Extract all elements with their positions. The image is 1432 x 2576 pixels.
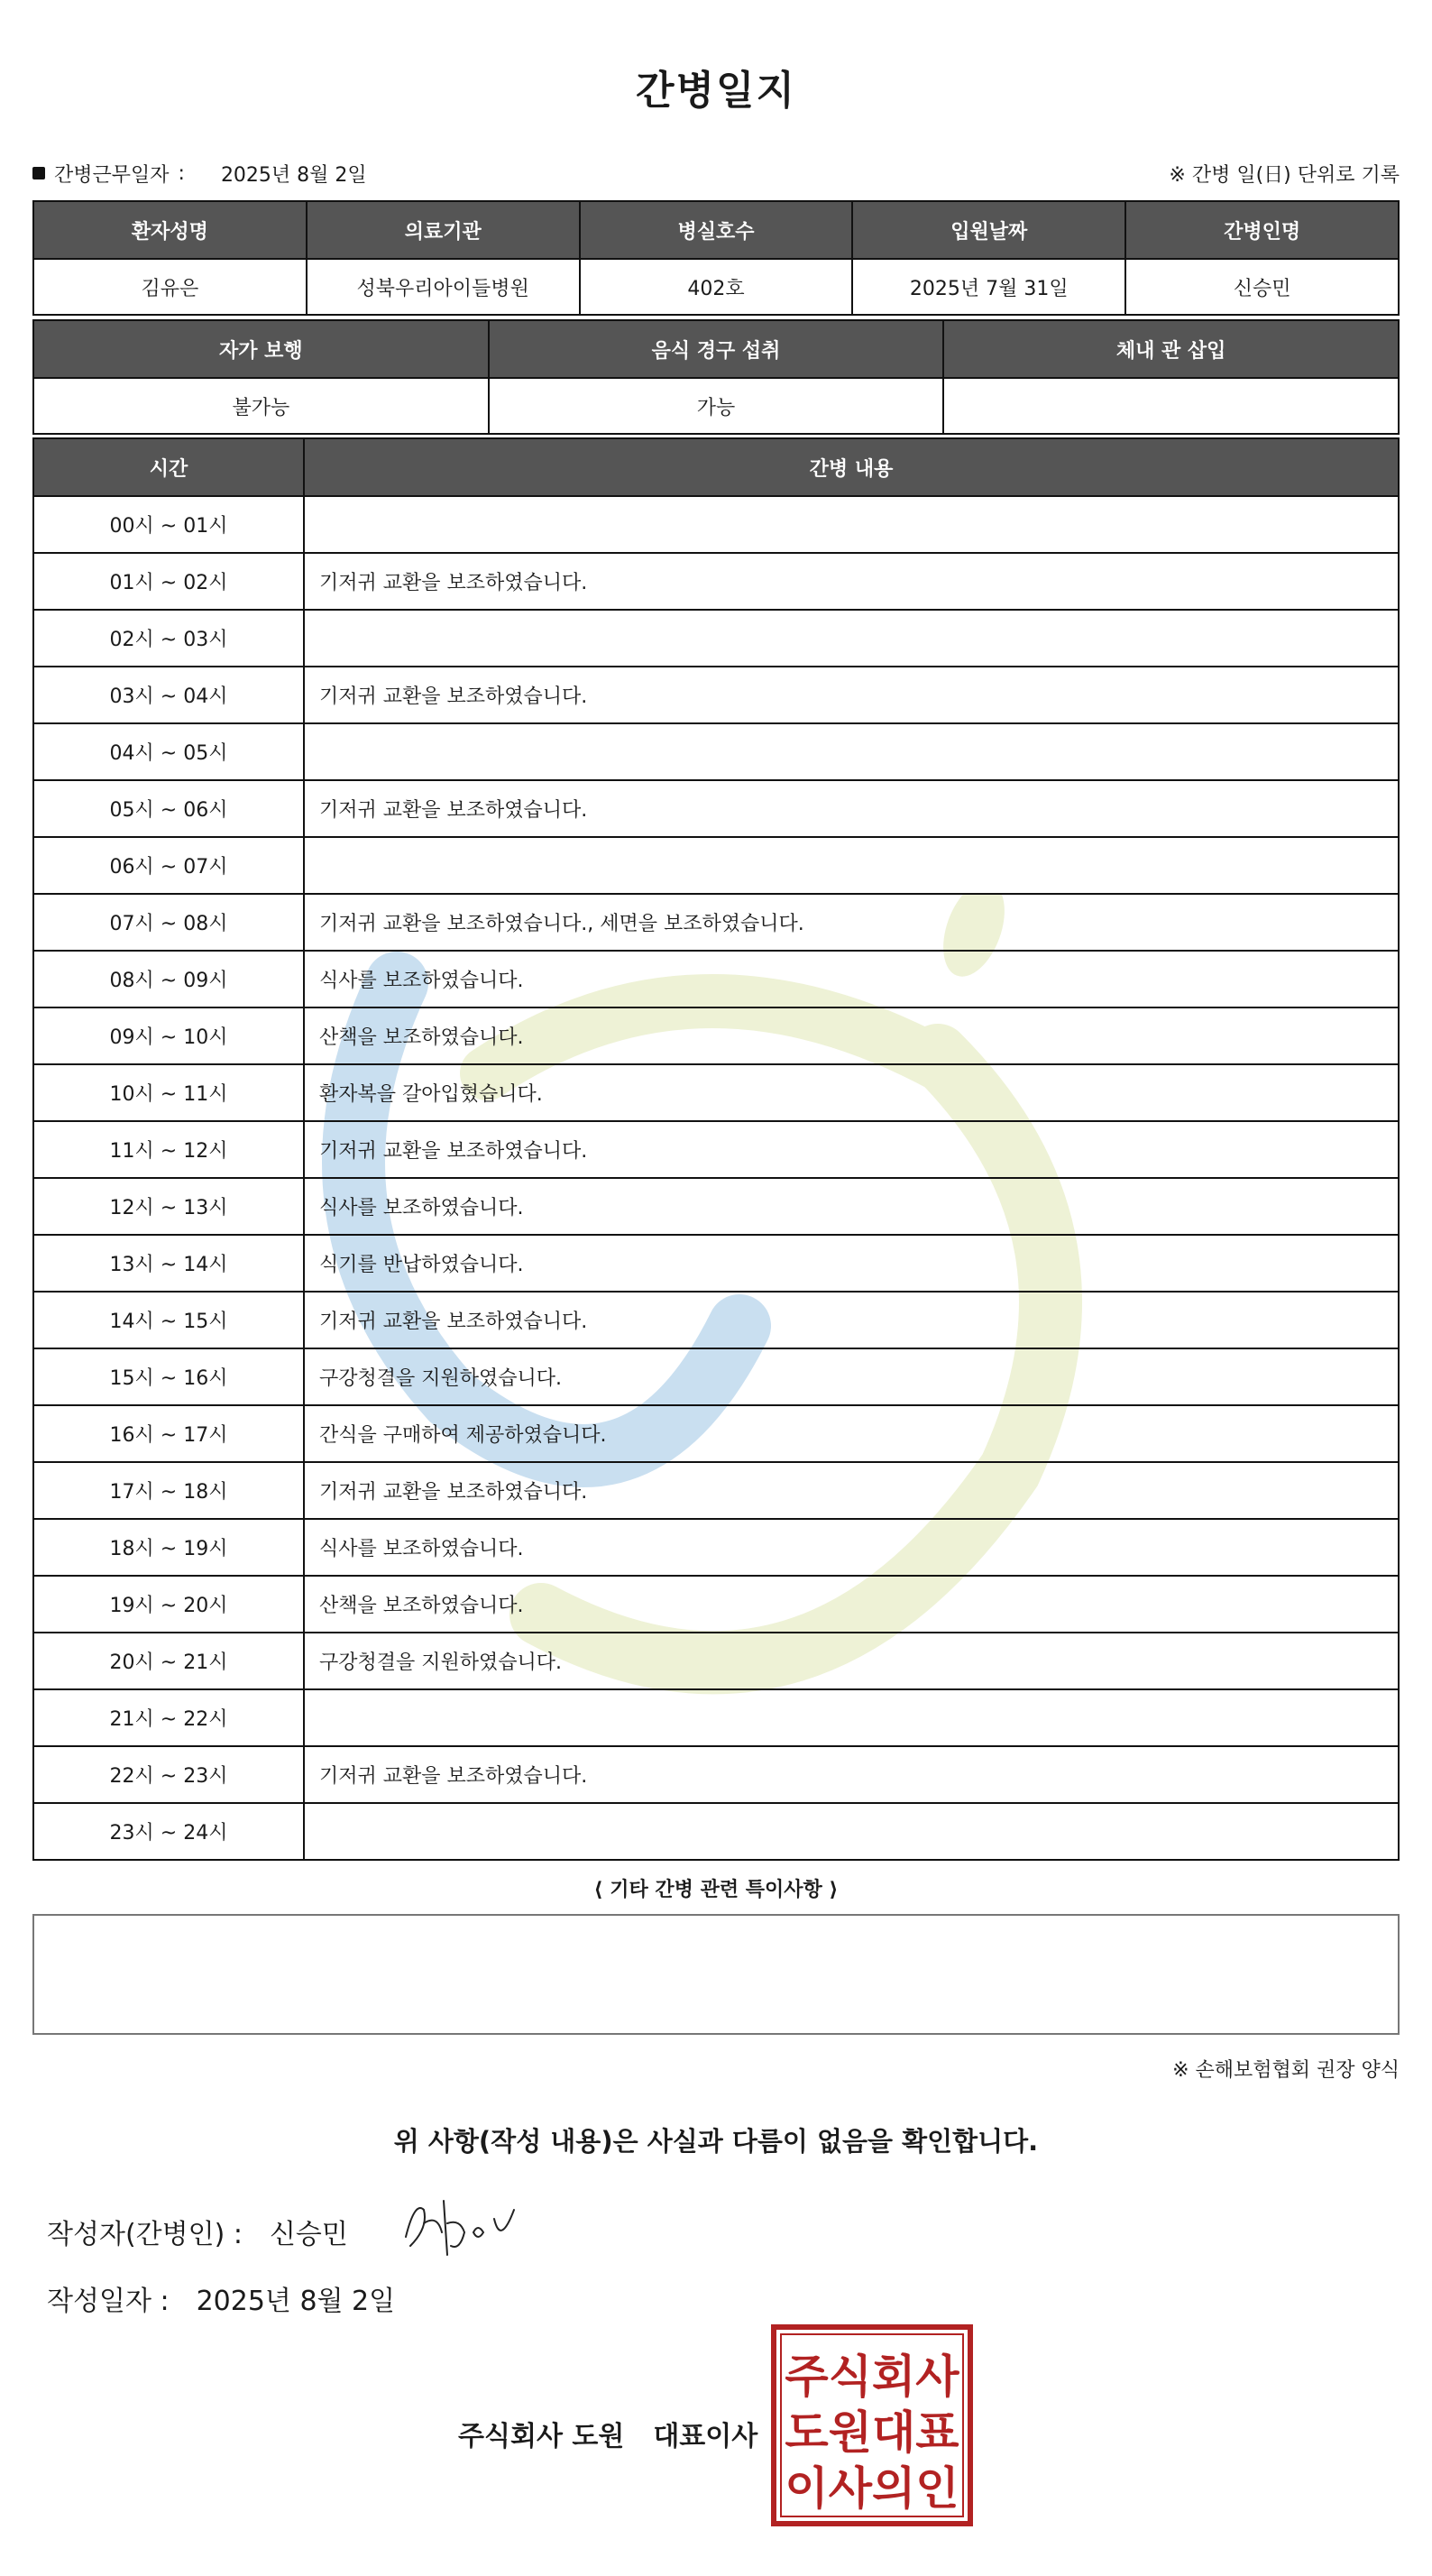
table-row: [33, 1121, 1399, 1178]
time-slot: 14시 ~ 15시: [33, 1292, 304, 1348]
patient-table-value-row: [33, 259, 1399, 315]
care-content: [304, 496, 1399, 553]
tube-insertion-value: [943, 378, 1399, 434]
care-content: 간식을 구매하여 제공하였습니다.: [304, 1405, 1399, 1462]
table-row: [33, 667, 1399, 723]
table-row: [33, 610, 1399, 667]
care-log-table: [32, 437, 1400, 1861]
table-row: [33, 1576, 1399, 1633]
company-title: 대표이사: [653, 2421, 758, 2452]
status-table-value-row: [33, 378, 1399, 434]
work-date-label: 간병근무일자: [54, 163, 170, 187]
time-slot: 17시 ~ 18시: [33, 1462, 304, 1519]
table-row: [33, 894, 1399, 951]
time-slot: 05시 ~ 06시: [33, 780, 304, 837]
meta-row: [32, 157, 1400, 189]
hospital-name: 성북우리아이들병원: [307, 259, 580, 315]
table-row: [33, 1519, 1399, 1576]
header-tube-insertion: 체내 관 삽입: [943, 320, 1399, 378]
header-care-content: 간병 내용: [304, 438, 1399, 496]
table-row: [33, 1178, 1399, 1235]
form-note: ※ 손해보험협회 권장 양식: [1172, 2059, 1400, 2082]
time-slot: 18시 ~ 19시: [33, 1519, 304, 1576]
table-row: [33, 1292, 1399, 1348]
care-content: 구강청결을 지원하였습니다.: [304, 1348, 1399, 1405]
company-seal-icon: [770, 2323, 974, 2527]
table-row: [33, 780, 1399, 837]
time-slot: 11시 ~ 12시: [33, 1121, 304, 1178]
time-slot: 10시 ~ 11시: [33, 1064, 304, 1121]
table-row: [33, 553, 1399, 610]
time-slot: 12시 ~ 13시: [33, 1178, 304, 1235]
header-oral-intake: 음식 경구 섭취: [489, 320, 944, 378]
work-date-separator: :: [178, 161, 185, 185]
table-row: [33, 837, 1399, 894]
time-slot: 20시 ~ 21시: [33, 1633, 304, 1689]
company: [458, 2414, 757, 2453]
seal-line-2: 도원대표: [785, 2406, 959, 2459]
care-content: 기저귀 교환을 보조하였습니다., 세면을 보조하였습니다.: [304, 894, 1399, 951]
care-content: 기저귀 교환을 보조하였습니다.: [304, 1121, 1399, 1178]
care-log-header-row: [33, 438, 1399, 496]
time-slot: 08시 ~ 09시: [33, 951, 304, 1007]
write-date-value: 2025년 8월 2일: [196, 2286, 396, 2317]
time-slot: 21시 ~ 22시: [33, 1689, 304, 1746]
care-log-body: [33, 496, 1399, 1860]
time-slot: 15시 ~ 16시: [33, 1348, 304, 1405]
care-content: [304, 1689, 1399, 1746]
time-slot: 23시 ~ 24시: [33, 1803, 304, 1860]
header-room: 병실호수: [580, 201, 853, 259]
care-content: [304, 610, 1399, 667]
writer-name: 신승민: [269, 2219, 348, 2250]
writer: [47, 2212, 348, 2251]
time-slot: 01시 ~ 02시: [33, 553, 304, 610]
header-admission-date: 입원날짜: [852, 201, 1125, 259]
time-slot: 09시 ~ 10시: [33, 1007, 304, 1064]
care-content: 식사를 보조하였습니다.: [304, 951, 1399, 1007]
self-walking-value: 불가능: [33, 378, 489, 434]
header-self-walking: 자가 보행: [33, 320, 489, 378]
caregiver-name: 신승민: [1125, 259, 1399, 315]
writer-label: 작성자(간병인) :: [47, 2219, 243, 2250]
header-time: 시간: [33, 438, 304, 496]
notes-box: [32, 1914, 1400, 2035]
record-note: ※ 간병 일(日) 단위로 기록: [1169, 163, 1400, 187]
table-row: [33, 1235, 1399, 1292]
header-patient-name: 환자성명: [33, 201, 307, 259]
table-row: [33, 1689, 1399, 1746]
care-content: 산책을 보조하였습니다.: [304, 1576, 1399, 1633]
care-content: 기저귀 교환을 보조하였습니다.: [304, 1292, 1399, 1348]
care-content: 식사를 보조하였습니다.: [304, 1178, 1399, 1235]
care-content: 산책을 보조하였습니다.: [304, 1007, 1399, 1064]
table-row: [33, 1064, 1399, 1121]
table-row: [33, 951, 1399, 1007]
company-name: 주식회사 도원: [458, 2421, 625, 2452]
seal-line-3: 이사의인: [785, 2462, 959, 2515]
care-content: 기저귀 교환을 보조하였습니다.: [304, 553, 1399, 610]
table-row: [33, 496, 1399, 553]
table-row: [33, 1633, 1399, 1689]
room-number: 402호: [580, 259, 853, 315]
care-content: [304, 723, 1399, 780]
patient-table-header-row: [33, 201, 1399, 259]
table-row: [33, 1462, 1399, 1519]
time-slot: 07시 ~ 08시: [33, 894, 304, 951]
table-row: [33, 1746, 1399, 1803]
header-caregiver-name: 간병인명: [1125, 201, 1399, 259]
care-content: [304, 1803, 1399, 1860]
time-slot: 04시 ~ 05시: [33, 723, 304, 780]
care-content: 구강청결을 지원하였습니다.: [304, 1633, 1399, 1689]
write-date-label: 작성일자 :: [47, 2286, 170, 2317]
bullet-square-icon: [32, 167, 45, 179]
time-slot: 19시 ~ 20시: [33, 1576, 304, 1633]
time-slot: 03시 ~ 04시: [33, 667, 304, 723]
care-content: 환자복을 갈아입혔습니다.: [304, 1064, 1399, 1121]
confirmation-statement: 위 사항(작성 내용)은 사실과 다름이 없음을 확인합니다.: [393, 2126, 1039, 2157]
time-slot: 16시 ~ 17시: [33, 1405, 304, 1462]
header-hospital: 의료기관: [307, 201, 580, 259]
care-content: 기저귀 교환을 보조하였습니다.: [304, 667, 1399, 723]
care-content: 기저귀 교환을 보조하였습니다.: [304, 1746, 1399, 1803]
work-date: [32, 160, 367, 188]
care-content: 기저귀 교환을 보조하였습니다.: [304, 780, 1399, 837]
care-content: 기저귀 교환을 보조하였습니다.: [304, 1462, 1399, 1519]
table-row: [33, 1405, 1399, 1462]
status-table-header-row: [33, 320, 1399, 378]
page-title: 간병일지: [635, 68, 796, 114]
seal-line-1: 주식회사: [785, 2351, 959, 2403]
notes-title: ⟨ 기타 간병 관련 특이사항 ⟩: [593, 1879, 839, 1901]
table-row: [33, 723, 1399, 780]
time-slot: 00시 ~ 01시: [33, 496, 304, 553]
care-content: 식사를 보조하였습니다.: [304, 1519, 1399, 1576]
write-date: [47, 2278, 395, 2318]
signature-icon: [388, 2183, 532, 2264]
table-row: [33, 1348, 1399, 1405]
table-row: [33, 1803, 1399, 1860]
time-slot: 02시 ~ 03시: [33, 610, 304, 667]
work-date-value: 2025년 8월 2일: [220, 163, 367, 187]
table-row: [33, 1007, 1399, 1064]
time-slot: 22시 ~ 23시: [33, 1746, 304, 1803]
admission-date: 2025년 7월 31일: [852, 259, 1125, 315]
oral-intake-value: 가능: [489, 378, 944, 434]
patient-name: 김유은: [33, 259, 307, 315]
time-slot: 13시 ~ 14시: [33, 1235, 304, 1292]
care-content: 식기를 반납하였습니다.: [304, 1235, 1399, 1292]
status-table: [32, 319, 1400, 435]
patient-table: [32, 200, 1400, 316]
time-slot: 06시 ~ 07시: [33, 837, 304, 894]
care-content: [304, 837, 1399, 894]
